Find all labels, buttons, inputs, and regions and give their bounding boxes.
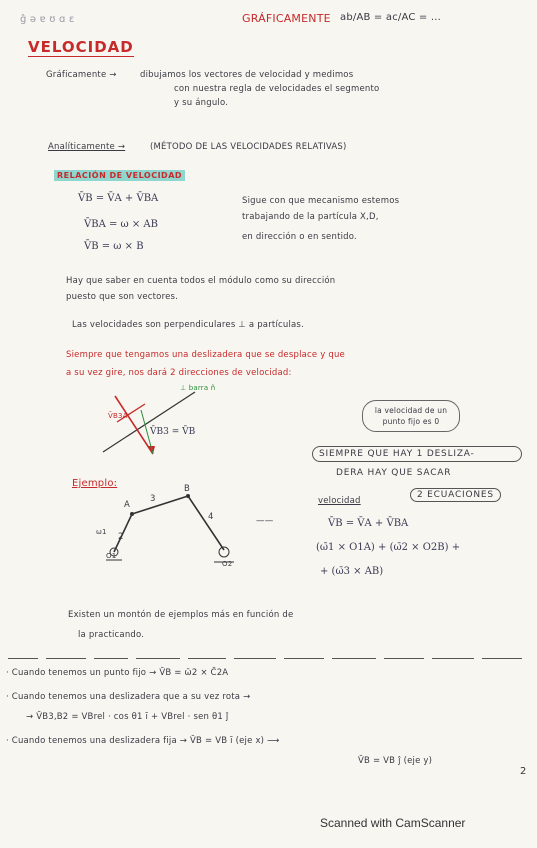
side-note-3: en dirección o en sentido. xyxy=(242,232,357,242)
existen-line-1: Existen un montón de ejemplos más en función de xyxy=(68,610,294,620)
graficamente-line-3: y su ángulo. xyxy=(174,98,229,108)
page-title: VELOCIDAD xyxy=(28,38,134,56)
divider-seg xyxy=(94,658,128,659)
mech-label-a: A xyxy=(124,500,131,510)
joint-b xyxy=(186,494,190,498)
divider-seg xyxy=(432,658,474,659)
boxed-note-line-1: SIEMPRE QUE HAY 1 DESLIZA- xyxy=(319,449,475,459)
velocidad-eq-1: V̄B = V̄A + V̄BA xyxy=(328,518,409,529)
divider-seg xyxy=(234,658,276,659)
page-number: 2 xyxy=(520,766,527,777)
scanner-watermark: Scanned with CamScanner xyxy=(320,816,466,830)
velocidad-label: velocidad xyxy=(318,496,361,506)
divider-seg xyxy=(8,658,38,659)
boxed-note-line-3: 2 ECUACIONES xyxy=(410,488,501,502)
link-b-o2 xyxy=(188,496,224,550)
side-note-2: trabajando de la partícula X,D, xyxy=(242,212,379,222)
slider-line xyxy=(103,392,195,452)
link-a-b xyxy=(132,496,188,514)
pivot-o2 xyxy=(219,547,229,557)
analiticamente-lead: Analíticamente → xyxy=(48,142,126,152)
mech-label-n2: 3 xyxy=(150,494,156,504)
header-scribble: ĝ ǝ ɐ ʊ ɑ ɛ xyxy=(20,14,75,25)
side-note-1: Sigue con que mecanismo estemos xyxy=(242,196,400,206)
analiticamente-text: (MÉTODO DE LAS VELOCIDADES RELATIVAS) xyxy=(150,142,347,152)
cloud-note: la velocidad de un punto fijo es 0 xyxy=(362,400,460,432)
bullet-3b: V̄B = VB ĵ (eje y) xyxy=(358,756,433,766)
diagram-v3a: V̄B3A xyxy=(108,412,128,420)
joint-a xyxy=(130,512,134,516)
diagram-equation: V̄B3 = V̄B xyxy=(150,427,196,437)
velocity-vector-b xyxy=(115,396,153,454)
equation-3: V̄B = ω × B xyxy=(84,241,144,252)
red-para-line-1: Siempre que tengamos una deslizadera que se desplace y que xyxy=(66,350,345,360)
divider-seg xyxy=(482,658,522,659)
velocidad-eq-3: + (ω̄3 × AB) xyxy=(320,566,384,577)
mech-label-o1: O1 xyxy=(106,552,117,560)
graficamente-line-2: con nuestra regla de velocidades el segmento xyxy=(174,84,380,94)
slider-velocity-diagram xyxy=(95,382,205,462)
para1-line-1: Hay que saber en cuenta todos el módulo como su dirección xyxy=(66,276,336,286)
bullet-2b: → V̄B3,B2 = VBrel · cos θ1 ī + VBrel · sen θ1 ĵ xyxy=(26,712,229,722)
header-graficamente: GRÁFICAMENTE xyxy=(242,12,331,25)
bullet-2: · Cuando tenemos una deslizadera que a su vez rota → xyxy=(6,692,251,702)
graficamente-line-1: dibujamos los vectores de velocidad y medimos xyxy=(140,70,354,80)
para2: Las velocidades son perpendiculares ⊥ a partículas. xyxy=(72,320,304,330)
equation-2: V̄BA = ω × AB xyxy=(84,219,158,230)
divider-seg xyxy=(284,658,324,659)
relacion-label: RELACIÓN DE VELOCIDAD xyxy=(54,170,185,181)
mech-label-n1: 2 xyxy=(118,532,124,542)
equation-1: V̄B = V̄A + V̄BA xyxy=(78,193,159,204)
header-formula: ab/AB = ac/AC = ... xyxy=(340,12,441,23)
para1-line-2: puesto que son vectores. xyxy=(66,292,179,302)
graficamente-lead: Gráficamente → xyxy=(46,70,117,80)
velocidad-eq-2: (ω̄1 × O1A) + (ω̄2 × O2B) + xyxy=(316,542,461,553)
ejemplo-label: Ejemplo: xyxy=(72,478,118,489)
mech-label-o2: O2 xyxy=(222,560,233,568)
bullet-1: · Cuando tenemos un punto fijo → V̄B = ω̄2 × C̄2A xyxy=(6,668,229,678)
bullet-3: · Cuando tenemos una deslizadera fija → V̄B = VB ī (eje x) ⟶ xyxy=(6,736,280,746)
mech-label-b: B xyxy=(184,484,191,494)
divider-seg xyxy=(332,658,376,659)
diagram-tag: ⊥ barra ñ xyxy=(180,384,216,392)
boxed-note-line-2: DERA HAY QUE SACAR xyxy=(336,468,452,478)
existen-line-2: la practicando. xyxy=(78,630,145,640)
boxed-note xyxy=(312,446,522,462)
divider-seg xyxy=(136,658,180,659)
divider-seg xyxy=(188,658,226,659)
divider-seg xyxy=(46,658,86,659)
divider-seg xyxy=(384,658,424,659)
mech-label-omega: ω1 xyxy=(96,528,107,536)
red-para-line-2: a su vez gire, nos dará 2 direcciones de velocidad: xyxy=(66,368,292,378)
mech-label-n3: 4 xyxy=(208,512,214,522)
arrow-dash: —— xyxy=(256,516,274,526)
